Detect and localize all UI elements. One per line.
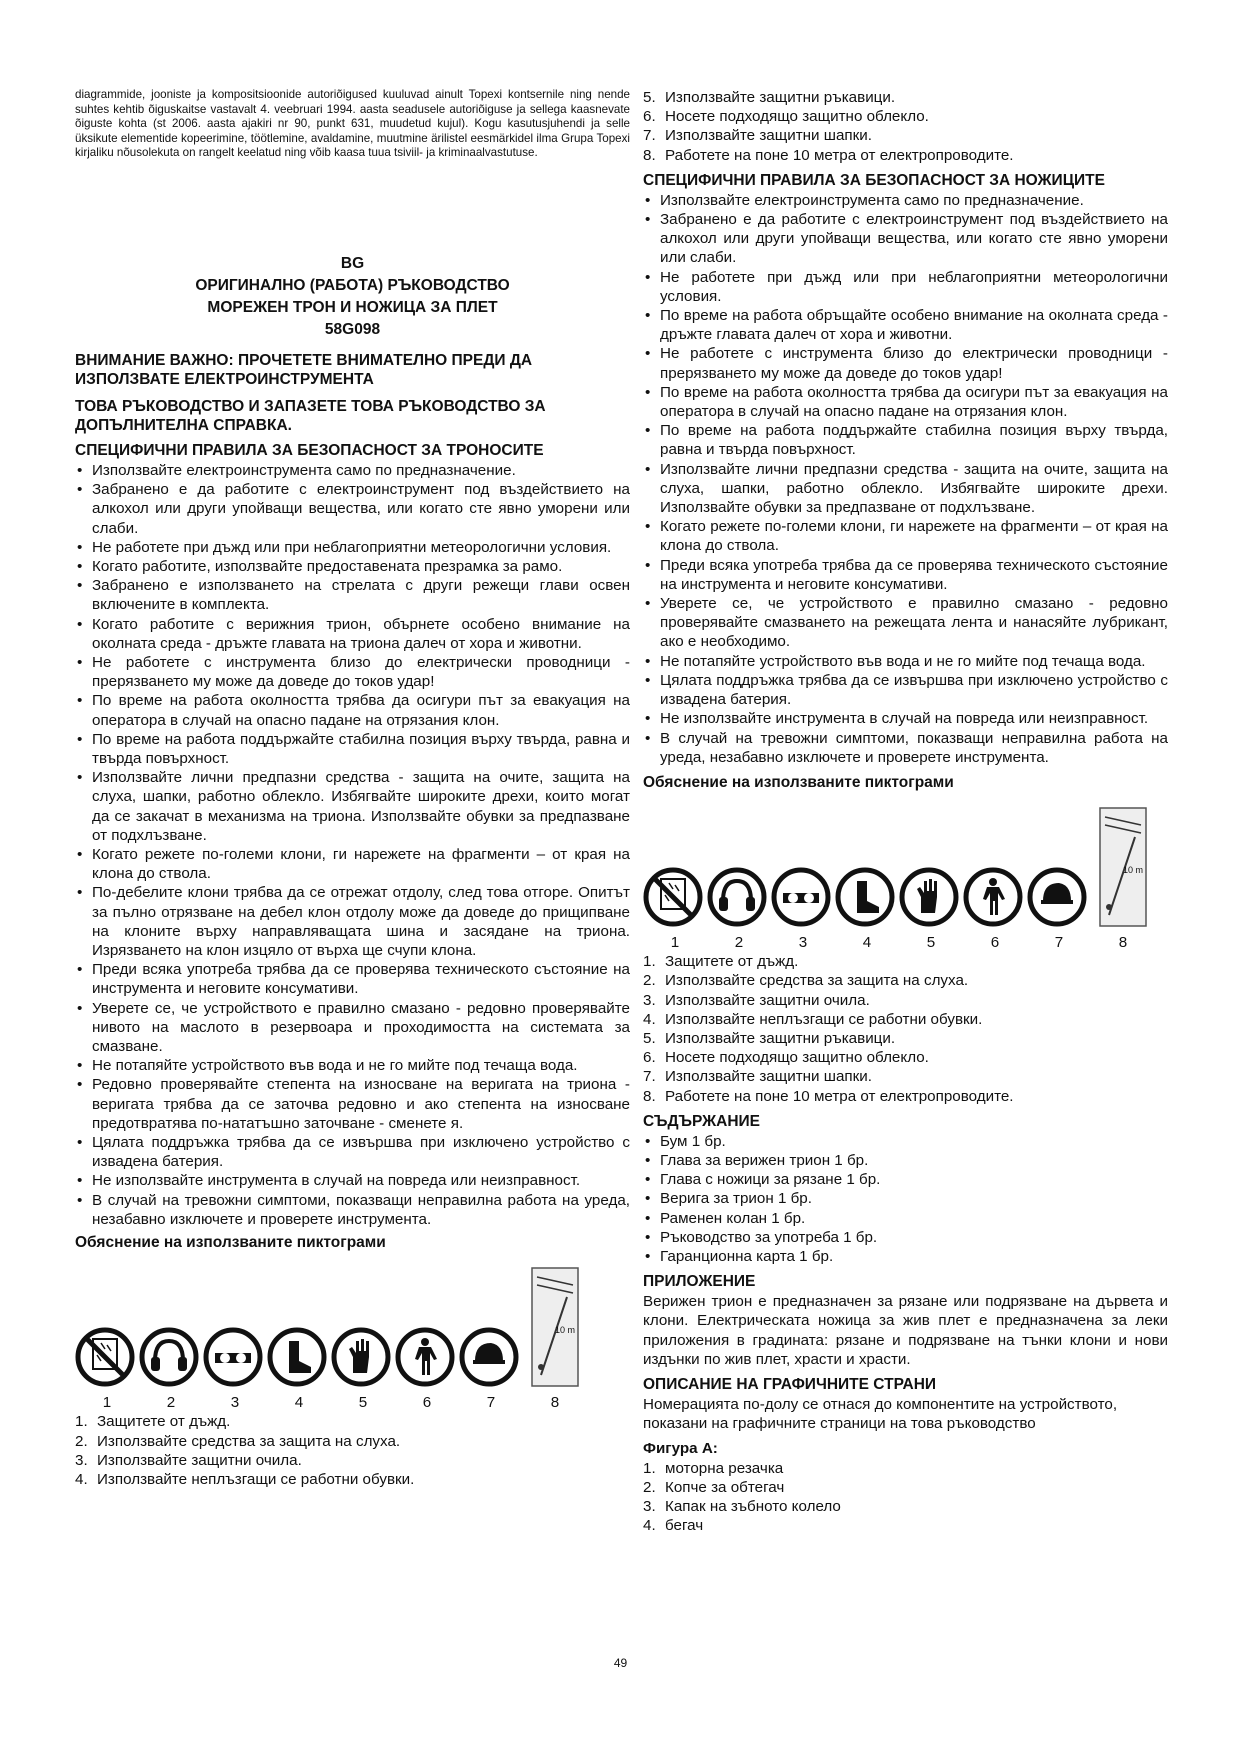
item-number: 4. [75, 1470, 88, 1488]
saw-rule-item: • По време на работа околността трябва да осигури път за евакуация на оператора в случай на опасно падане на отрязания клон. [75, 691, 630, 729]
pictogram-number: 8 [1118, 933, 1128, 951]
saw-rule-item: • Не използвайте инструмента в случай на повреда или неизправност. [75, 1171, 630, 1190]
shear-rule-item: • Забранено е да работите с електроинструмент под въздействието на алкохол или други упойващи вещества, или когато сте явно уморени или слаби. [643, 210, 1168, 268]
item-number: 1. [643, 953, 656, 971]
shear-rule-item: • Не потапяйте устройството във вода и не го мийте под течаща вода. [643, 652, 1168, 671]
item-text: Работете на поне 10 метра от електропроводите. [665, 146, 1014, 164]
right-column [643, 88, 1168, 1535]
saw-rule-item: • Уверете се, че устройството е правилно смазано - редовно проверявайте нивото на маслото в резервоара и проходимостта на системата за смазване. [75, 999, 630, 1057]
safety-boots-icon [267, 1327, 327, 1387]
item-number: 8. [643, 1087, 656, 1105]
item-text: Използвайте неплъзгащи се работни обувки. [665, 1010, 983, 1028]
item-number: 1. [643, 1459, 656, 1477]
pictogram-legend-item [643, 1010, 1168, 1029]
pictogram-legend-item [643, 1048, 1168, 1067]
item-text: моторна резачка [665, 1459, 784, 1477]
shear-rule-item: • Не работете при дъжд или при неблагоприятни метеорологични условия. [643, 268, 1168, 306]
pictogram-number: 3 [230, 1394, 240, 1412]
manual-title-line2: МОРЕЖЕН ТРОН И НОЖИЦА ЗА ПЛЕТ [207, 298, 498, 316]
saw-rule-item: • Преди всяка употреба трябва да се проверява техническото състояние на инструмента и неговите консумативи. [75, 960, 630, 998]
item-text: Използвайте защитни ръкавици. [665, 1029, 896, 1047]
shear-rule-item: • По време на работа поддържайте стабилна позиция върху твърда, равна и твърда повърхност. [643, 421, 1168, 459]
pictogram-legend-item [643, 88, 1168, 107]
item-number: 7. [643, 127, 656, 145]
item-text: Използвайте защитни очила. [665, 991, 870, 1009]
power-line-distance-icon [531, 1267, 579, 1387]
item-number: 2. [643, 1478, 656, 1496]
pictogram-legend-right [643, 952, 1168, 1106]
item-number: 4. [643, 1517, 656, 1535]
item-text: Използвайте защитни шапки. [665, 1068, 872, 1086]
graphic-desc-heading: ОПИСАНИЕ НА ГРАФИЧНИТЕ СТРАНИ [643, 1375, 937, 1393]
saw-rule-item: • В случай на тревожни симптоми, показващи неправилна работа на уреда, незабавно изключете и проверете инструмента. [75, 1191, 630, 1229]
item-number: 1. [75, 1413, 88, 1431]
item-number: 4. [643, 1010, 656, 1028]
shear-rules-list [643, 191, 1168, 767]
item-number: 3. [643, 1497, 656, 1515]
pictogram-numbers-left [75, 1393, 630, 1412]
item-number: 5. [643, 1029, 656, 1047]
pictogram-number: 4 [862, 933, 872, 951]
item-number: 2. [75, 1432, 88, 1450]
pictogram-number: 7 [1054, 933, 1064, 951]
pictogram-legend-item [75, 1451, 630, 1470]
protective-clothing-icon [963, 867, 1023, 927]
pictogram-number: 3 [798, 933, 808, 951]
figure-a-list [643, 1459, 1168, 1536]
contents-item: • Глава за верижен трион 1 бр. [643, 1151, 1168, 1170]
pictogram-number: 6 [990, 933, 1000, 951]
figure-a-item [643, 1459, 1168, 1478]
shear-rule-item: • Когато режете по-големи клони, ги нарежете на фрагменти – от края на клона до ствола. [643, 517, 1168, 555]
safety-helmet-icon [459, 1327, 519, 1387]
contents-item: • Раменен колан 1 бр. [643, 1209, 1168, 1228]
saw-rule-item: • По-дебелите клони трябва да се отрежат отдолу, след това отгоре. Опитът за пълно отрязване на дебел клон отдолу може да доведе до прищипване на клоните върху направляващата шина и засядане на триона. Изрязването на клон изцяло от върха ще счупи клона. [75, 883, 630, 960]
item-number: 6. [643, 108, 656, 126]
pictogram-row-left [75, 1267, 630, 1387]
item-number: 8. [643, 146, 656, 164]
shear-rule-item: • Използвайте електроинструмента само по предназначение. [643, 191, 1168, 210]
saw-rule-item: • Използвайте електроинструмента само по предназначение. [75, 461, 630, 480]
pictogram-legend-item [643, 991, 1168, 1010]
shear-rules-heading: СПЕЦИФИЧНИ ПРАВИЛА ЗА БЕЗОПАСНОСТ ЗА НОЖИЦИТЕ [643, 171, 1105, 189]
power-line-distance-icon [1099, 807, 1147, 927]
item-text: Защитете от дъжд. [97, 1413, 231, 1431]
contents-list [643, 1132, 1168, 1266]
item-text: Носете подходящо защитно облекло. [665, 108, 929, 126]
item-text: Копче за обтегач [665, 1478, 785, 1496]
safety-glasses-icon [771, 867, 831, 927]
saw-rule-item: • Цялата поддръжка трябва да се извършва при изключено устройство с извадена батерия. [75, 1133, 630, 1171]
pictogram-legend-item [75, 1470, 630, 1489]
item-number: 2. [643, 972, 656, 990]
item-text: Носете подходящо защитно облекло. [665, 1049, 929, 1067]
lang-code: BG [340, 254, 365, 272]
ear-protection-icon [139, 1327, 199, 1387]
warning-read: ВНИМАНИЕ ВАЖНО: ПРОЧЕТЕТЕ ВНИМАТЕЛНО ПРЕДИ ДА ИЗПОЛЗВАТЕ ЕЛЕКТРОИНСТРУМЕНТА [75, 351, 533, 388]
no-rain-icon [643, 867, 703, 927]
saw-rule-item: • Когато работите, използвайте предоставената презрамка за рамо. [75, 557, 630, 576]
item-text: Използвайте неплъзгащи се работни обувки. [97, 1470, 415, 1488]
shear-rule-item: • По време на работа обръщайте особено внимание на околната среда - дръжте главата далеч от хора и животни. [643, 306, 1168, 344]
page-number: 49 [613, 1656, 628, 1670]
safety-helmet-icon [1027, 867, 1087, 927]
protective-clothing-icon [395, 1327, 455, 1387]
pictogram-legend-item [643, 1087, 1168, 1106]
saw-rule-item: • Редовно проверявайте степента на износване на веригата на триона - веригата трябва да се заточва редовно и ако степента на износване предотвратява по-нататъшно заточване - сменете я. [75, 1075, 630, 1133]
safety-glasses-icon [203, 1327, 263, 1387]
warning-keep: ТОВА РЪКОВОДСТВО И ЗАПАЗЕТЕ ТОВА РЪКОВОДСТВО ЗА ДОПЪЛНИТЕЛНА СПРАВКА. [75, 397, 546, 434]
pictogram-number: 2 [734, 933, 744, 951]
pictogram-number: 2 [166, 1394, 176, 1412]
item-text: Използвайте средства за защита на слуха. [97, 1432, 401, 1450]
item-number: 5. [643, 89, 656, 106]
pictogram-legend-item [643, 107, 1168, 126]
saw-rule-item: • Не потапяйте устройството във вода и не го мийте под течаща вода. [75, 1056, 630, 1075]
manual-title-line1: ОРИГИНАЛНО (РАБОТА) РЪКОВОДСТВО [195, 276, 510, 294]
figure-a-heading: Фигура А: [643, 1440, 718, 1458]
pictogram-legend-item [643, 952, 1168, 971]
item-text: Използвайте защитни ръкавици. [665, 89, 896, 106]
legal-notice: diagrammide, jooniste ja kompositsioonide autoriõigused kuuluvad ainult Topexi kontsernile ning nende suhtes kehtib õiguskaitse vastavalt 4. veebruari 1994. aasta seadusele autoriõiguse ja sellega kaasnevate õiguste kohta (st 2006. aasta ajakiri nr 90, punkt 631, muudetud kujul). Kogu kasutusjuhendi ja selle üksikute elementide kopeerimine, töötlemine, avaldamine, muutmine ärilistel eesmärkidel ilma Grupa Topexi kirjaliku nõusolekuta on rangelt keelatud ning võib kaasa tuua tsiviil- ja kriminaalvastutuse. [75, 88, 630, 160]
ear-protection-icon [707, 867, 767, 927]
item-text: Защитете от дъжд. [665, 953, 799, 971]
item-number: 6. [643, 1049, 656, 1067]
item-text: Използвайте защитни очила. [97, 1451, 302, 1469]
distance-label: 10 m [555, 1325, 576, 1336]
pictogram-number: 1 [102, 1394, 112, 1412]
contents-item: • Ръководство за употреба 1 бр. [643, 1228, 1168, 1247]
safety-boots-icon [835, 867, 895, 927]
shear-rule-item: • Използвайте лични предпазни средства - защита на очите, защита на слуха, шапки, работно облекло. Избягвайте широките дрехи. Използвайте обувки за предпазване от подхлъзване. [643, 460, 1168, 518]
pictogram-number: 7 [486, 1394, 496, 1412]
item-text: Използвайте средства за защита на слуха. [665, 972, 969, 990]
pictogram-legend-left [75, 1412, 630, 1489]
shear-rule-item: • Уверете се, че устройството е правилно смазано - редовно проверявайте смазването на режещата лента и нанасяйте лубрикант, ако е необходимо. [643, 594, 1168, 652]
saw-rule-item: • Използвайте лични предпазни средства - защита на очите, защита на слуха, шапки, работно облекло. Избягвайте широките дрехи, които могат да се закачат в механизма на триона. Използвайте обувки за предпазване от подхлъзване. [75, 768, 630, 845]
distance-label: 10 m [1123, 864, 1144, 875]
item-text: бегач [665, 1517, 704, 1535]
pictogram-numbers-right [643, 933, 1168, 952]
contents-item: • Гаранционна карта 1 бр. [643, 1247, 1168, 1266]
saw-rules-heading: СПЕЦИФИЧНИ ПРАВИЛА ЗА БЕЗОПАСНОСТ ЗА ТРОНОСИТЕ [75, 441, 544, 459]
shear-rule-item: • Не използвайте инструмента в случай на повреда или неизправност. [643, 709, 1168, 728]
model-number: 58G098 [324, 320, 381, 338]
figure-a-item [643, 1497, 1168, 1516]
pictogram-legend-item [75, 1432, 630, 1451]
item-number: 3. [643, 991, 656, 1009]
pictogram-legend-item [75, 1412, 630, 1431]
saw-rules-list [75, 461, 630, 1229]
pictogram-legend-item [643, 971, 1168, 990]
pictogram-legend-item [643, 146, 1168, 165]
pictogram-number: 5 [926, 933, 936, 951]
pictograms-heading-right: Обяснение на използваните пиктограми [643, 773, 954, 791]
saw-rule-item: • Когато режете по-големи клони, ги нарежете на фрагменти – от края на клона до ствола. [75, 845, 630, 883]
item-text: Работете на поне 10 метра от електропроводите. [665, 1087, 1014, 1105]
figure-a-item [643, 1516, 1168, 1535]
pictogram-legend-item [643, 126, 1168, 145]
application-heading: ПРИЛОЖЕНИЕ [643, 1273, 756, 1291]
figure-a-item [643, 1478, 1168, 1497]
pictogram-number: 4 [294, 1394, 304, 1412]
left-column [75, 88, 630, 1489]
item-number: 7. [643, 1068, 656, 1086]
pictograms-heading-left: Обяснение на използваните пиктограми [75, 1234, 386, 1252]
pictogram-row-right [643, 807, 1168, 927]
contents-item: • Бум 1 бр. [643, 1132, 1168, 1151]
contents-heading: СЪДЪРЖАНИЕ [643, 1112, 760, 1130]
pictogram-legend-continued [643, 88, 1168, 165]
shear-rule-item: • Цялата поддръжка трябва да се извършва при изключено устройство с извадена батерия. [643, 671, 1168, 709]
shear-rule-item: • По време на работа околността трябва да осигури път за евакуация на оператора в случай на опасно падане на отрязания клон. [643, 383, 1168, 421]
item-text: Капак на зъбното колело [665, 1497, 841, 1515]
item-text: Използвайте защитни шапки. [665, 127, 872, 145]
pictogram-number: 6 [422, 1394, 432, 1412]
contents-item: • Верига за трион 1 бр. [643, 1189, 1168, 1208]
pictogram-legend-item [643, 1029, 1168, 1048]
saw-rule-item: • Забранено е да работите с електроинструмент под въздействието на алкохол или други упойващи вещества, или когато сте явно уморени или слаби. [75, 480, 630, 538]
pictogram-legend-item [643, 1067, 1168, 1086]
pictogram-number: 1 [670, 933, 680, 951]
saw-rule-item: • По време на работа поддържайте стабилна позиция върху твърда, равна и твърда повърхност. [75, 730, 630, 768]
gloves-icon [331, 1327, 391, 1387]
shear-rule-item: • Не работете с инструмента близо до електрически проводници - прерязването му може да доведе до токов удар! [643, 344, 1168, 382]
gloves-icon [899, 867, 959, 927]
saw-rule-item: • Не работете при дъжд или при неблагоприятни метеорологични условия. [75, 538, 630, 557]
shear-rule-item: • Преди всяка употреба трябва да се проверява техническото състояние на инструмента и неговите консумативи. [643, 556, 1168, 594]
saw-rule-item: • Когато работите с верижния трион, обърнете особено внимание на околната среда - дръжте главата на триона далеч от хора и животни. [75, 615, 630, 653]
saw-rule-item: • Не работете с инструмента близо до електрически проводници - прерязването му може да доведе до токов удар! [75, 653, 630, 691]
graphic-desc-text: Номерацията по-долу се отнася до компонентите на устройството, показани на графичните страници на това ръководство [643, 1395, 1118, 1433]
saw-rule-item: • Забранено е използването на стрелата с други режещи глави освен включените в комплекта. [75, 576, 630, 614]
contents-item: • Глава с ножици за рязане 1 бр. [643, 1170, 1168, 1189]
pictogram-number: 8 [550, 1394, 560, 1412]
item-number: 3. [75, 1451, 88, 1469]
application-text: Верижен трион е предназначен за рязане или подрязване на дървета и клони. Електрическата ножица за жив плет е предназначена за леки приложения в градината: рязане и подрязване на тънки клони и нови издънки по жив плет, храсти и храсти. [643, 1293, 1168, 1368]
no-rain-icon [75, 1327, 135, 1387]
pictogram-number: 5 [358, 1394, 368, 1412]
shear-rule-item: • В случай на тревожни симптоми, показващи неправилна работа на уреда, незабавно изключете и проверете инструмента. [643, 729, 1168, 767]
